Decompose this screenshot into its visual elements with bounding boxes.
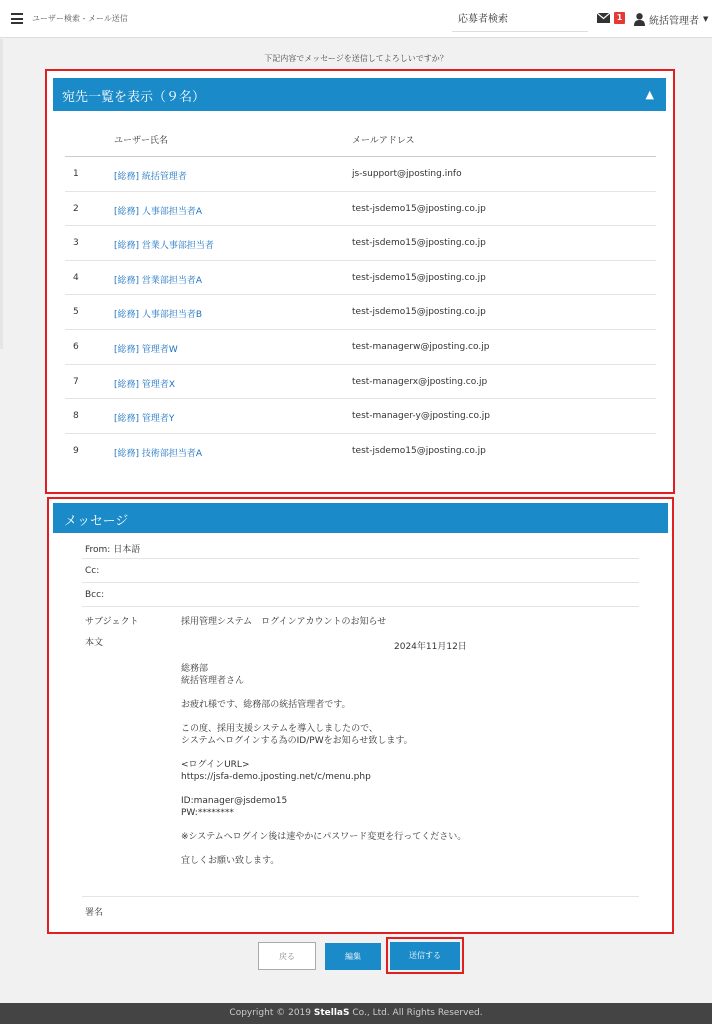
from-label: From: 日本語 [85,545,141,555]
body-line: https://jsfa-demo.jposting.net/c/menu.php [181,772,371,782]
recipient-name-link[interactable]: [総務] 管理者W [114,344,178,355]
user-menu[interactable] [634,11,708,27]
mail-icon[interactable] [597,13,610,23]
row-number: 2 [73,203,79,214]
table-header [65,127,656,157]
recipients-panel [45,69,675,494]
chevron-up-icon[interactable]: ▲ [645,88,654,101]
back-button[interactable]: 戻る [258,942,316,970]
message-panel [47,497,674,934]
body-date: 2024年11月12日 [394,642,467,652]
body-line: 宜しくお願い致します。 [181,856,280,866]
body-line [181,711,641,723]
body-line [181,783,641,795]
body-line [181,819,641,831]
recipient-email: test-jsdemo15@jposting.co.jp [352,203,486,214]
body-label: 本文 [85,638,104,648]
body-line [181,843,641,855]
table-row [65,226,656,261]
recipient-email: js-support@jposting.info [352,169,462,179]
signature-row [82,899,639,923]
row-number: 7 [73,376,79,387]
footer-suffix: Co., Ltd. All Rights Reserved. [349,1008,483,1018]
recipient-email: test-jsdemo15@jposting.co.jp [352,238,486,249]
body-line: PW:******** [181,808,234,818]
sidebar-edge [0,39,3,349]
row-number: 6 [73,341,79,352]
recipients-header[interactable] [53,78,666,111]
bcc-label: Bcc: [85,590,105,600]
message-header [53,503,668,533]
edit-button[interactable]: 編集 [325,943,381,970]
subject-label: サブジェクト [85,617,139,627]
table-row [65,399,656,434]
table-row [65,330,656,365]
body-line: お疲れ様です、総務部の統括管理者です。 [181,700,351,710]
body-line [181,687,641,699]
recipients-table [65,127,656,468]
body-line: システムへログインする為のID/PWをお知らせ致します。 [181,736,413,746]
recipients-title: 宛先一覧を表示（９名） [62,90,206,105]
recipient-email: test-jsdemo15@jposting.co.jp [352,445,486,456]
message-title: メッセージ [64,514,129,529]
row-number: 5 [73,307,79,318]
subject-value: 採用管理システム ログインアカウントのお知らせ [181,617,387,627]
signature-label: 署名 [85,908,104,918]
table-row [65,434,656,469]
recipient-name-link[interactable]: [総務] 営業人事部担当者 [114,241,214,252]
table-row [65,261,656,296]
table-row [65,192,656,227]
recipient-email: test-manager-y@jposting.co.jp [352,411,490,422]
user-name: 統括管理者 [649,15,699,27]
recipient-email: test-managerx@jposting.co.jp [352,376,488,387]
body-line: ID:manager@jsdemo15 [181,796,288,806]
recipient-name-link[interactable]: [総務] 管理者X [114,379,176,390]
recipient-email: test-jsdemo15@jposting.co.jp [352,307,486,318]
breadcrumb: ユーザー検索 - メール送信 [32,14,128,23]
menu-icon[interactable] [11,13,23,24]
body-line: ※システムへログイン後は速やかにパスワード変更を行ってください。 [181,832,467,842]
table-row [65,157,656,192]
recipient-name-link[interactable]: [総務] 人事部担当者A [114,206,203,217]
column-header-email: メールアドレス [352,136,415,146]
search-input[interactable] [452,8,588,32]
body-line: この度、採用支援システムを導入しましたので、 [181,724,378,734]
recipient-email: test-jsdemo15@jposting.co.jp [352,272,486,283]
recipient-name-link[interactable]: [総務] 人事部担当者B [114,310,203,321]
body-line: 総務部 [181,664,209,674]
row-number: 9 [73,445,79,456]
row-number: 4 [73,272,79,283]
cc-row [82,559,639,583]
body-line [181,747,641,759]
row-number: 8 [73,411,79,422]
recipient-name-link[interactable]: [総務] 営業部担当者A [114,275,203,286]
row-number: 3 [73,238,79,249]
recipient-name-link[interactable]: [総務] 技術部担当者A [114,448,203,459]
recipient-name-link[interactable]: [総務] 統括管理者 [114,172,187,182]
user-icon [634,13,645,26]
caret-down-icon: ▼ [703,15,709,23]
cc-label: Cc: [85,566,100,576]
top-bar [0,0,712,38]
footer-prefix: Copyright © 2019 [229,1008,314,1018]
message-body [181,663,641,867]
notification-badge[interactable]: 1 [614,12,625,24]
subject-row [82,607,639,631]
confirm-message: 下記内容でメッセージを送信してよろしいですか？ [264,54,448,63]
recipient-email: test-managerw@jposting.co.jp [352,341,490,352]
table-row [65,365,656,400]
recipient-name-link[interactable]: [総務] 管理者Y [114,414,175,425]
table-row [65,295,656,330]
body-line: <ログインURL> [181,760,250,770]
send-button[interactable]: 送信する [390,942,460,970]
footer [0,1003,712,1024]
bcc-row [82,583,639,607]
column-header-name: ユーザー氏名 [114,136,169,146]
body-line: 統括管理者さん [181,676,245,686]
footer-brand: StellaS [313,1008,350,1018]
row-number: 1 [73,169,79,179]
from-row [82,535,639,559]
